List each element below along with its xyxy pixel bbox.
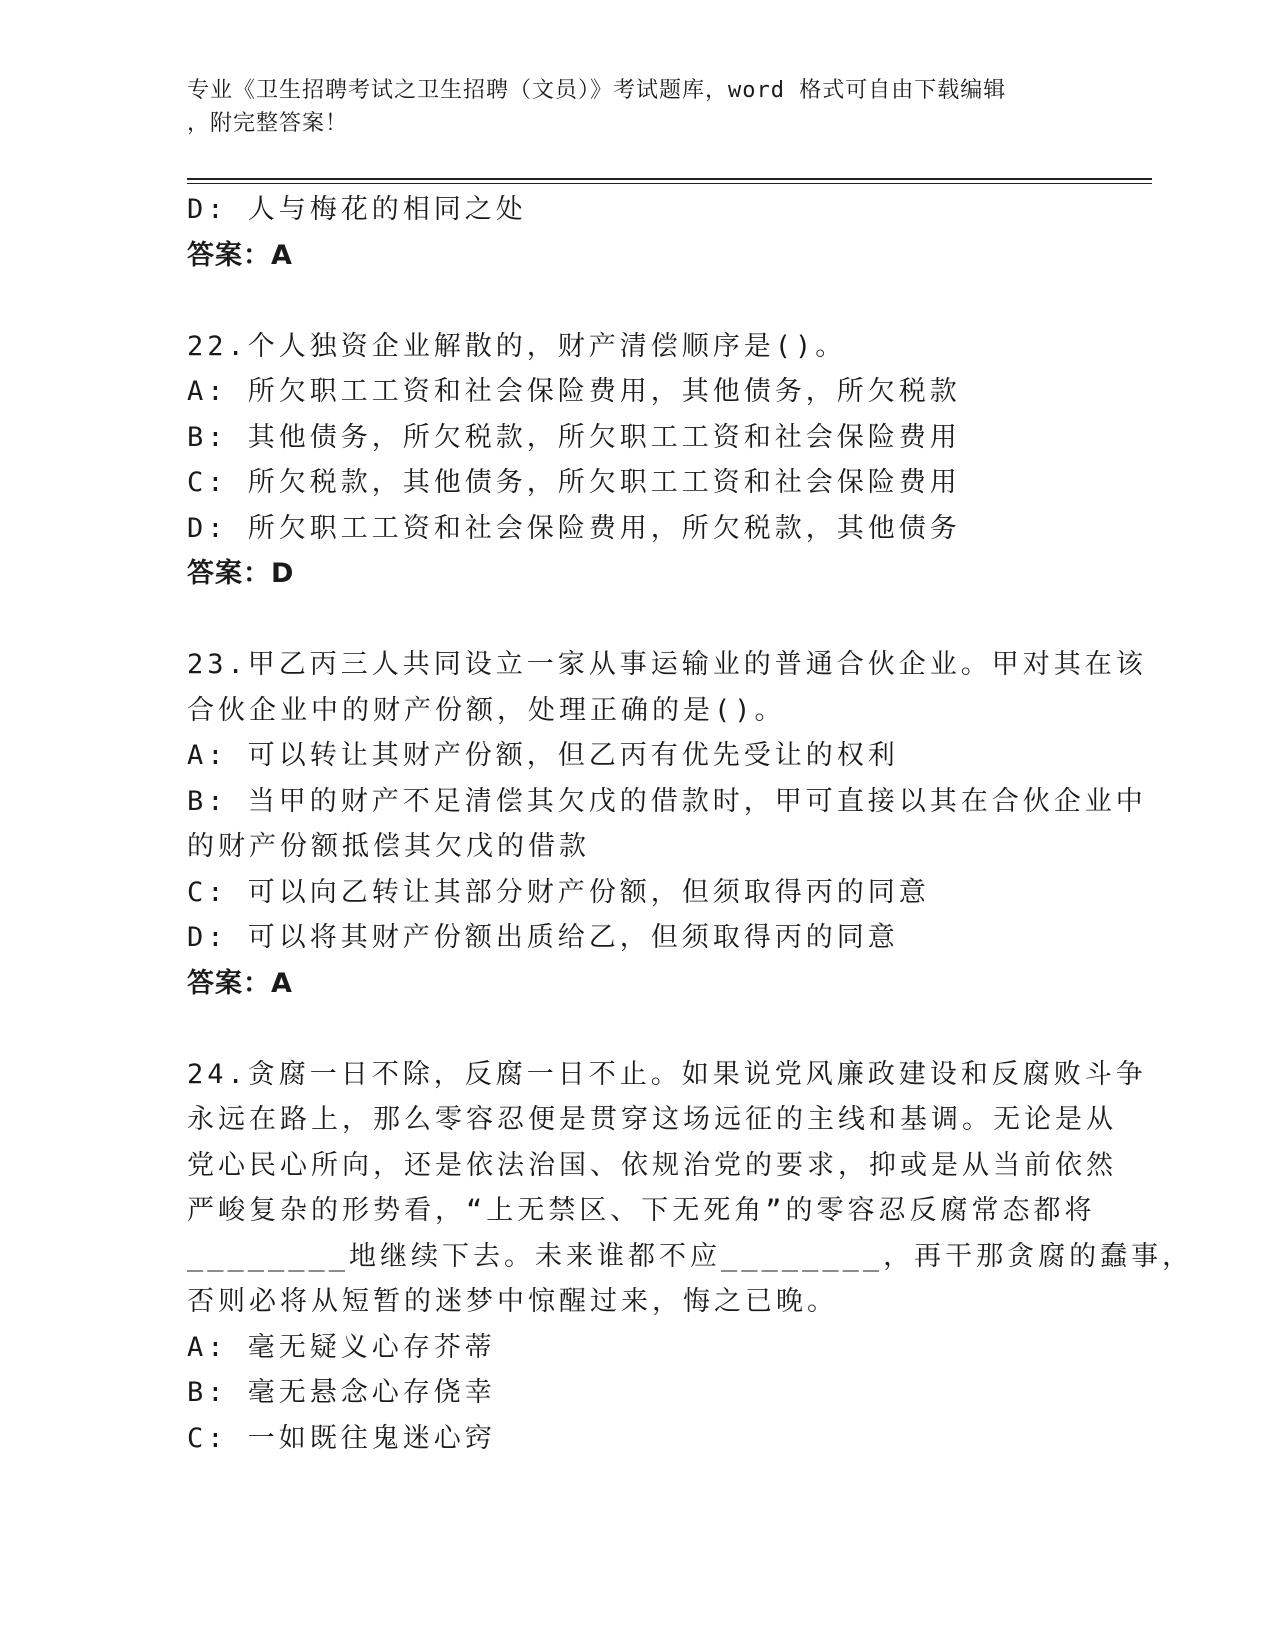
prev-question-block: [187, 187, 1087, 278]
q24-stem-line-4: 严峻复杂的形势看，“上无禁区、下无死角”的零容忍反腐常态都将: [187, 1195, 1096, 1226]
spacer: [187, 1006, 1087, 1052]
q22-option-d: D: 所欠职工工资和社会保险费用，所欠税款，其他债务: [187, 512, 961, 544]
prev-answer: 答案：A: [187, 239, 293, 271]
q22-option-b: B: 其他债务，所欠税款，所欠职工工资和社会保险费用: [187, 421, 961, 453]
question-22-block: [187, 324, 1087, 597]
q24-stem-line-2: 永远在路上，那么零容忍便是贯穿这场远征的主线和基调。无论是从: [187, 1104, 1117, 1135]
question-content: [187, 187, 1194, 1461]
header-divider-thin: [187, 183, 1152, 184]
header-line-2: ，附完整答案！: [187, 111, 349, 136]
q23-option-c: C: 可以向乙转让其部分财产份额，但须取得丙的同意: [187, 876, 930, 908]
q24-stem-line-1: 24.贪腐一日不除，反腐一日不止。如果说党风廉政建设和反腐败斗争: [187, 1058, 1147, 1090]
spacer: [187, 278, 1087, 324]
question-23-block: [187, 642, 1147, 1006]
q23-answer: 答案：A: [187, 967, 293, 999]
q24-option-c: C: 一如既往鬼迷心窍: [187, 1422, 496, 1454]
q22-answer: 答案：D: [187, 558, 295, 589]
q24-stem-line-3: 党心民心所向，还是依法治国、依规治党的要求，抑或是从当前依然: [187, 1149, 1117, 1181]
q23-option-b-line-2: 的财产份额抵偿其欠戊的借款: [187, 831, 590, 862]
question-24-block: [187, 1052, 1194, 1462]
header-divider-thick: [187, 178, 1152, 180]
page-header: [187, 74, 1067, 140]
spacer: [187, 597, 1087, 643]
q22-stem: 22.个人独资企业解散的，财产清偿顺序是()。: [187, 330, 847, 362]
q23-stem-line-1: 23.甲乙丙三人共同设立一家从事运输业的普通合伙企业。甲对其在该: [187, 649, 1147, 680]
q23-option-a: A: 可以转让其财产份额，但乙丙有优先受让的权利: [187, 740, 899, 771]
header-line-1: 专业《卫生招聘考试之卫生招聘（文员）》考试题库，word 格式可自由下载编辑: [187, 78, 1007, 103]
q23-stem-line-2: 合伙企业中的财产份额，处理正确的是()。: [187, 694, 786, 726]
q22-option-a: A: 所欠职工工资和社会保险费用，其他债务，所欠税款: [187, 376, 961, 407]
q23-option-d: D: 可以将其财产份额出质给乙，但须取得丙的同意: [187, 922, 899, 953]
q24-stem-line-6: 否则必将从短暂的迷梦中惊醒过来，悔之已晚。: [187, 1286, 838, 1317]
q24-option-b: B: 毫无悬念心存侥幸: [187, 1377, 496, 1408]
q24-stem-line-5: ________地继续下去。未来谁都不应________，再干那贪腐的蠢事，: [187, 1240, 1194, 1272]
q22-option-c: C: 所欠税款，其他债务，所欠职工工资和社会保险费用: [187, 467, 961, 498]
q23-option-b-line-1: B: 当甲的财产不足清偿其欠戊的借款时，甲可直接以其在合伙企业中: [187, 785, 1147, 817]
q24-option-a: A: 毫无疑义心存芥蒂: [187, 1331, 496, 1363]
prev-option-d: D: 人与梅花的相同之处: [187, 194, 527, 225]
